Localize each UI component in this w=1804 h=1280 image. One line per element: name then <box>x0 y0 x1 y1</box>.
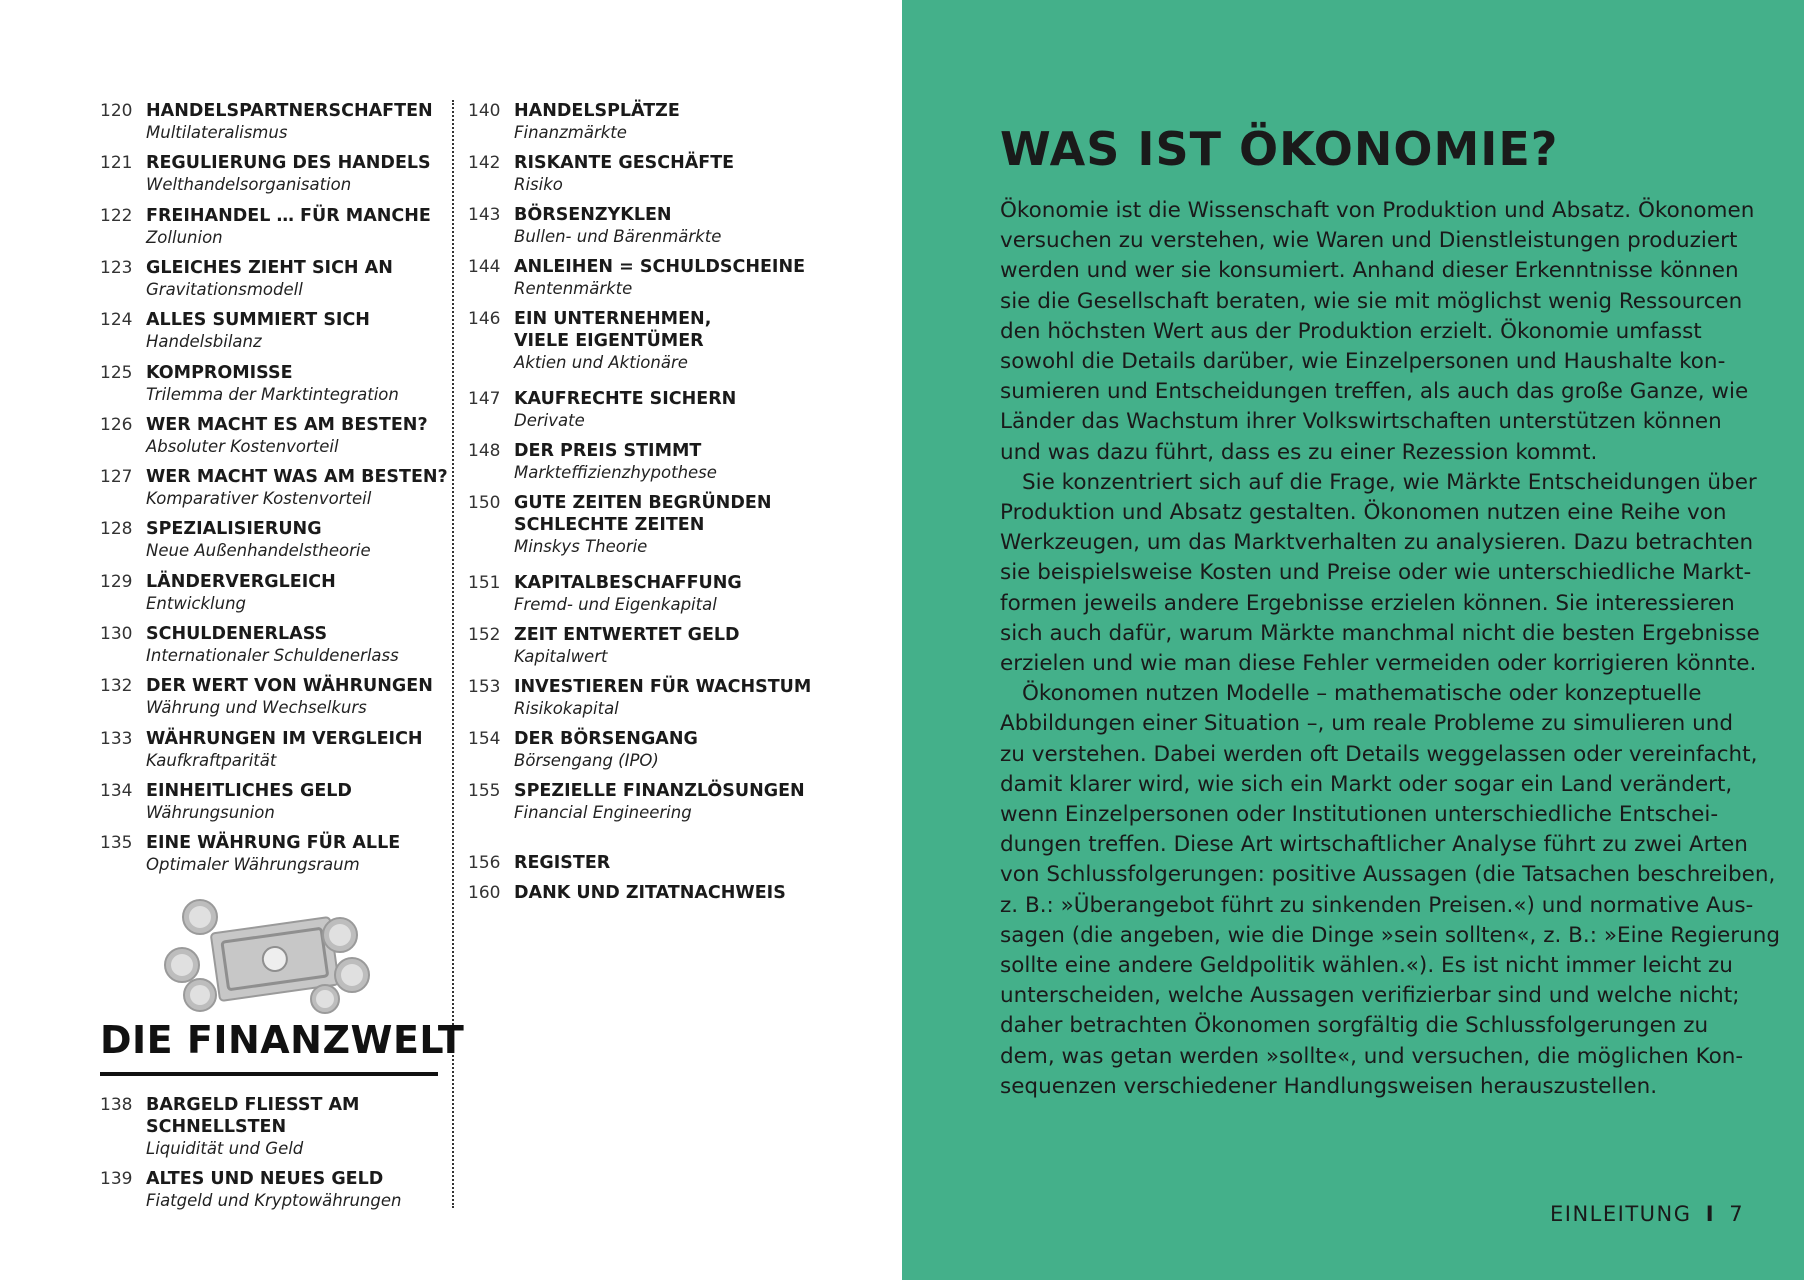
toc-entry-subtitle: Rentenmärkte <box>514 279 633 298</box>
toc-entry-subtitle: Fiatgeld und Kryptowährungen <box>146 1191 402 1210</box>
toc-entry-title: KAPITALBESCHAFFUNG <box>514 573 742 593</box>
toc-page-number: 147 <box>468 389 501 409</box>
toc-page-number: 144 <box>468 257 501 277</box>
intro-text-line: sequenzen verschiedener Handlungsweisen herauszustellen. <box>1000 1073 1658 1099</box>
toc-page-number: 151 <box>468 573 501 593</box>
toc-entry-title: SCHLECHTE ZEITEN <box>514 515 705 535</box>
toc-page-number: 132 <box>100 676 133 697</box>
intro-text-line: zu verstehen. Dabei werden oft Details weggelassen oder vereinfacht, <box>1000 741 1758 767</box>
intro-text-line: Produktion und Absatz gestalten. Ökonomen nutzen eine Reihe von <box>1000 500 1727 525</box>
intro-text-line: werden und wer sie konsumiert. Anhand dieser Erkenntnisse können <box>1000 258 1739 284</box>
toc-page-number: 126 <box>100 414 133 435</box>
toc-entry-title: ANLEIHEN = SCHULDSCHEINE <box>514 257 806 277</box>
intro-text-line: Ökonomen nutzen Modelle – mathematische oder konzeptuelle <box>1022 681 1702 707</box>
toc-entry-title: BÖRSENZYKLEN <box>514 205 672 225</box>
toc-page-number: 150 <box>468 493 501 513</box>
intro-text-line: sowohl die Details darüber, wie Einzelpersonen und Haushalte kon- <box>1000 349 1726 374</box>
toc-entry-subtitle: Trilemma der Marktintegration <box>146 384 399 404</box>
toc-entry-subtitle: Handelsbilanz <box>146 332 262 352</box>
intro-text-line: Sie konzentriert sich auf die Frage, wie Märkte Entscheidungen über <box>1022 469 1757 495</box>
intro-text-line: sagen (die angeben, wie die Dinge »sein sollten«, z. B.: »Eine Regierung <box>1000 922 1781 948</box>
toc-entry-subtitle: Absoluter Kostenvorteil <box>146 436 339 456</box>
intro-text-line: formen jeweils andere Ergebnisse erzielen können. Sie interessieren <box>1000 590 1735 616</box>
toc-entry-subtitle: Zollunion <box>146 227 223 247</box>
intro-text-line: dungen treffen. Diese Art wirtschaftlicher Analyse führt zu zwei Arten <box>1000 832 1748 858</box>
toc-page-number: 125 <box>100 362 133 383</box>
intro-text-line: von Schlussfolgerungen: positive Aussagen (die Tatsachen beschreiben, <box>1000 862 1776 888</box>
toc-page-number: 129 <box>100 571 133 592</box>
toc-page-number: 152 <box>468 625 501 645</box>
toc-entry-subtitle: Risikokapital <box>514 699 619 718</box>
toc-entry-subtitle: Bullen- und Bärenmärkte <box>514 227 722 246</box>
toc-entry-subtitle: Fremd- und Eigenkapital <box>514 595 717 614</box>
toc-entry-title: ALLES SUMMIERT SICH <box>146 310 370 331</box>
toc-entry-title: EINHEITLICHES GELD <box>146 780 352 801</box>
toc-page-number: 122 <box>100 205 133 226</box>
intro-text-line: z. B.: »Überangebot führt zu sinkenden Preisen.«) und normative Aus- <box>1000 892 1754 918</box>
toc-page-number: 160 <box>468 883 501 903</box>
page-footer <box>1550 1202 1744 1226</box>
toc-page-number: 156 <box>468 853 501 873</box>
toc-entry-title: GUTE ZEITEN BEGRÜNDEN <box>514 493 772 513</box>
section-title: DIE FINANZWELT <box>100 1018 465 1062</box>
toc-page-number: 123 <box>100 257 133 278</box>
toc-page-number: 128 <box>100 519 133 540</box>
toc-page-number: 142 <box>468 153 501 173</box>
toc-entry-title: DANK UND ZITATNACHWEIS <box>514 883 786 903</box>
toc-entry-subtitle: Multilateralismus <box>146 123 288 142</box>
toc-entry-title: EINE WÄHRUNG FÜR ALLE <box>146 833 401 854</box>
toc-entry-title: LÄNDERVERGLEICH <box>146 571 336 592</box>
intro-text-line: daher betrachten Ökonomen sorgfältig die Schlussfolgerungen zu <box>1000 1013 1709 1039</box>
toc-entry-subtitle: Komparativer Kostenvorteil <box>146 489 372 509</box>
toc-entry-subtitle: Liquidität und Geld <box>146 1139 304 1158</box>
intro-title: WAS IST ÖKONOMIE? <box>1000 122 1559 176</box>
toc-page-number: 133 <box>100 728 133 749</box>
toc-page-number: 127 <box>100 467 133 488</box>
toc-page-number: 153 <box>468 677 501 697</box>
toc-entry-title: INVESTIEREN FÜR WACHSTUM <box>514 677 812 697</box>
money-coins-banknote-icon <box>160 895 380 1015</box>
toc-entry-subtitle: Markteffizienzhypothese <box>514 463 717 482</box>
intro-text-line: sich auch dafür, warum Märkte manchmal nicht die besten Ergebnisse <box>1000 620 1760 646</box>
toc-entry-subtitle: Internationaler Schuldenerlass <box>146 646 399 665</box>
toc-entry-title: SCHULDENERLASS <box>146 624 328 644</box>
toc-entry-title: SPEZIALISIERUNG <box>146 519 322 540</box>
toc-page-number: 143 <box>468 205 501 225</box>
toc-entry-subtitle: Finanzmärkte <box>514 123 627 142</box>
toc-entry-title: ZEIT ENTWERTET GELD <box>514 625 740 645</box>
toc-entry-title: DER WERT VON WÄHRUNGEN <box>146 676 433 697</box>
footer-page-number: 7 <box>1729 1202 1745 1226</box>
toc-entry-title: SPEZIELLE FINANZLÖSUNGEN <box>514 781 805 801</box>
toc-entry-subtitle: Kapitalwert <box>514 647 608 666</box>
intro-text-line: sumieren und Entscheidungen treffen, als auch das große Ganze, wie <box>1000 379 1749 405</box>
footer-separator: I <box>1705 1202 1716 1226</box>
intro-text-line: sie beispielsweise Kosten und Preise oder wie unterschiedliche Markt- <box>1000 560 1752 586</box>
toc-column-left <box>100 100 450 880</box>
intro-text-line: dem, was getan werden »sollte«, und versuchen, die möglichen Kon- <box>1000 1043 1744 1069</box>
toc-entry-subtitle: Derivate <box>514 411 585 430</box>
toc-entry-title: FREIHANDEL … FÜR MANCHE <box>146 205 431 226</box>
toc-entry-title: GLEICHES ZIEHT SICH AN <box>146 257 393 278</box>
intro-text-line: Länder das Wachstum ihrer Volkswirtschaften unterstützen können <box>1000 409 1722 435</box>
toc-entry-title: HANDELSPLÄTZE <box>514 101 680 121</box>
intro-text-line: unterscheiden, welche Aussagen verifizierbar sind und welche nicht; <box>1000 983 1740 1009</box>
toc-page-number: 121 <box>100 153 133 174</box>
toc-entry-title: REGISTER <box>514 853 611 873</box>
toc-page-number: 155 <box>468 781 501 801</box>
intro-text-line: Ökonomie ist die Wissenschaft von Produktion und Absatz. Ökonomen <box>1000 198 1755 223</box>
toc-entry-title: WER MACHT ES AM BESTEN? <box>146 414 428 435</box>
intro-text-line: erzielen und wie man diese Fehler vermeiden oder korrigieren könnte. <box>1000 651 1757 676</box>
toc-entry-subtitle: Welthandelsorganisation <box>146 175 352 195</box>
intro-text-line: den höchsten Wert aus der Produktion erzielt. Ökonomie umfasst <box>1000 318 1702 344</box>
intro-text-line: und was dazu führt, dass es zu einer Rezession kommt. <box>1000 439 1598 465</box>
toc-entry-title: HANDELSPARTNERSCHAFTEN <box>146 101 433 121</box>
toc-entry-title: ALTES UND NEUES GELD <box>146 1169 384 1189</box>
footer-section: EINLEITUNG <box>1550 1202 1692 1226</box>
toc-page-number: 130 <box>100 624 133 644</box>
toc-page-number: 146 <box>468 309 501 329</box>
toc-entry-subtitle: Kaufkraftparität <box>146 750 277 770</box>
toc-entry-subtitle: Gravitationsmodell <box>146 279 303 299</box>
toc-entry-title: BARGELD FLIESST AM <box>146 1095 360 1115</box>
toc-entry-subtitle: Minskys Theorie <box>514 537 648 556</box>
toc-entry-title: WER MACHT WAS AM BESTEN? <box>146 467 448 488</box>
intro-text-line: wenn Einzelpersonen oder Institutionen unterschiedliche Entschei- <box>1000 802 1719 827</box>
intro-text-line: Werkzeugen, um das Marktverhalten zu analysieren. Dazu betrachten <box>1000 530 1754 556</box>
toc-entry-title: SCHNELLSTEN <box>146 1117 287 1137</box>
toc-entry-subtitle: Optimaler Währungsraum <box>146 855 360 875</box>
toc-entry-subtitle: Währungsunion <box>146 802 275 822</box>
toc-entry-title: KOMPROMISSE <box>146 362 293 383</box>
toc-entry-title: RISKANTE GESCHÄFTE <box>514 153 735 173</box>
intro-text-line: versuchen zu verstehen, wie Waren und Dienstleistungen produziert <box>1000 228 1738 254</box>
toc-entry-title: EIN UNTERNEHMEN, <box>514 309 712 329</box>
toc-entry-title: REGULIERUNG DES HANDELS <box>146 153 431 174</box>
intro-text-line: damit klarer wird, wie sich ein Markt oder sogar ein Land verändert, <box>1000 771 1733 797</box>
toc-entry-title: WÄHRUNGEN IM VERGLEICH <box>146 728 423 749</box>
toc-entry-subtitle: Neue Außenhandelstheorie <box>146 541 371 561</box>
toc-entry-title: DER PREIS STIMMT <box>514 441 702 461</box>
intro-text-line: sollte eine andere Geldpolitik wählen.«). Es ist nicht immer leicht zu <box>1000 953 1733 978</box>
section-rule <box>100 1072 438 1076</box>
toc-entry-subtitle: Börsengang (IPO) <box>514 751 659 770</box>
toc-page-number: 139 <box>100 1169 133 1189</box>
toc-section-list <box>100 1094 450 1224</box>
intro-text-line: sie die Gesellschaft beraten, wie sie mit möglichst wenig Ressourcen <box>1000 288 1743 314</box>
toc-entry-subtitle: Aktien und Aktionäre <box>514 353 688 372</box>
toc-page-number: 154 <box>468 729 501 749</box>
toc-entry-subtitle: Risiko <box>514 175 563 194</box>
toc-entry-subtitle: Entwicklung <box>146 593 247 613</box>
toc-page-number: 120 <box>100 101 133 121</box>
toc-page-number: 124 <box>100 310 133 331</box>
toc-entry-title: KAUFRECHTE SICHERN <box>514 389 737 409</box>
toc-column-middle <box>468 100 868 920</box>
intro-text-line: Abbildungen einer Situation –, um reale Probleme zu simulieren und <box>1000 711 1733 737</box>
toc-entry-title: VIELE EIGENTÜMER <box>514 331 704 351</box>
toc-page-number: 134 <box>100 780 133 801</box>
toc-page-number: 148 <box>468 441 501 461</box>
toc-page-number: 135 <box>100 833 133 854</box>
toc-entry-subtitle: Financial Engineering <box>514 803 692 822</box>
toc-entry-subtitle: Währung und Wechselkurs <box>146 698 367 718</box>
toc-page-number: 140 <box>468 101 501 121</box>
toc-page-number: 138 <box>100 1095 133 1115</box>
toc-entry-title: DER BÖRSENGANG <box>514 729 698 749</box>
